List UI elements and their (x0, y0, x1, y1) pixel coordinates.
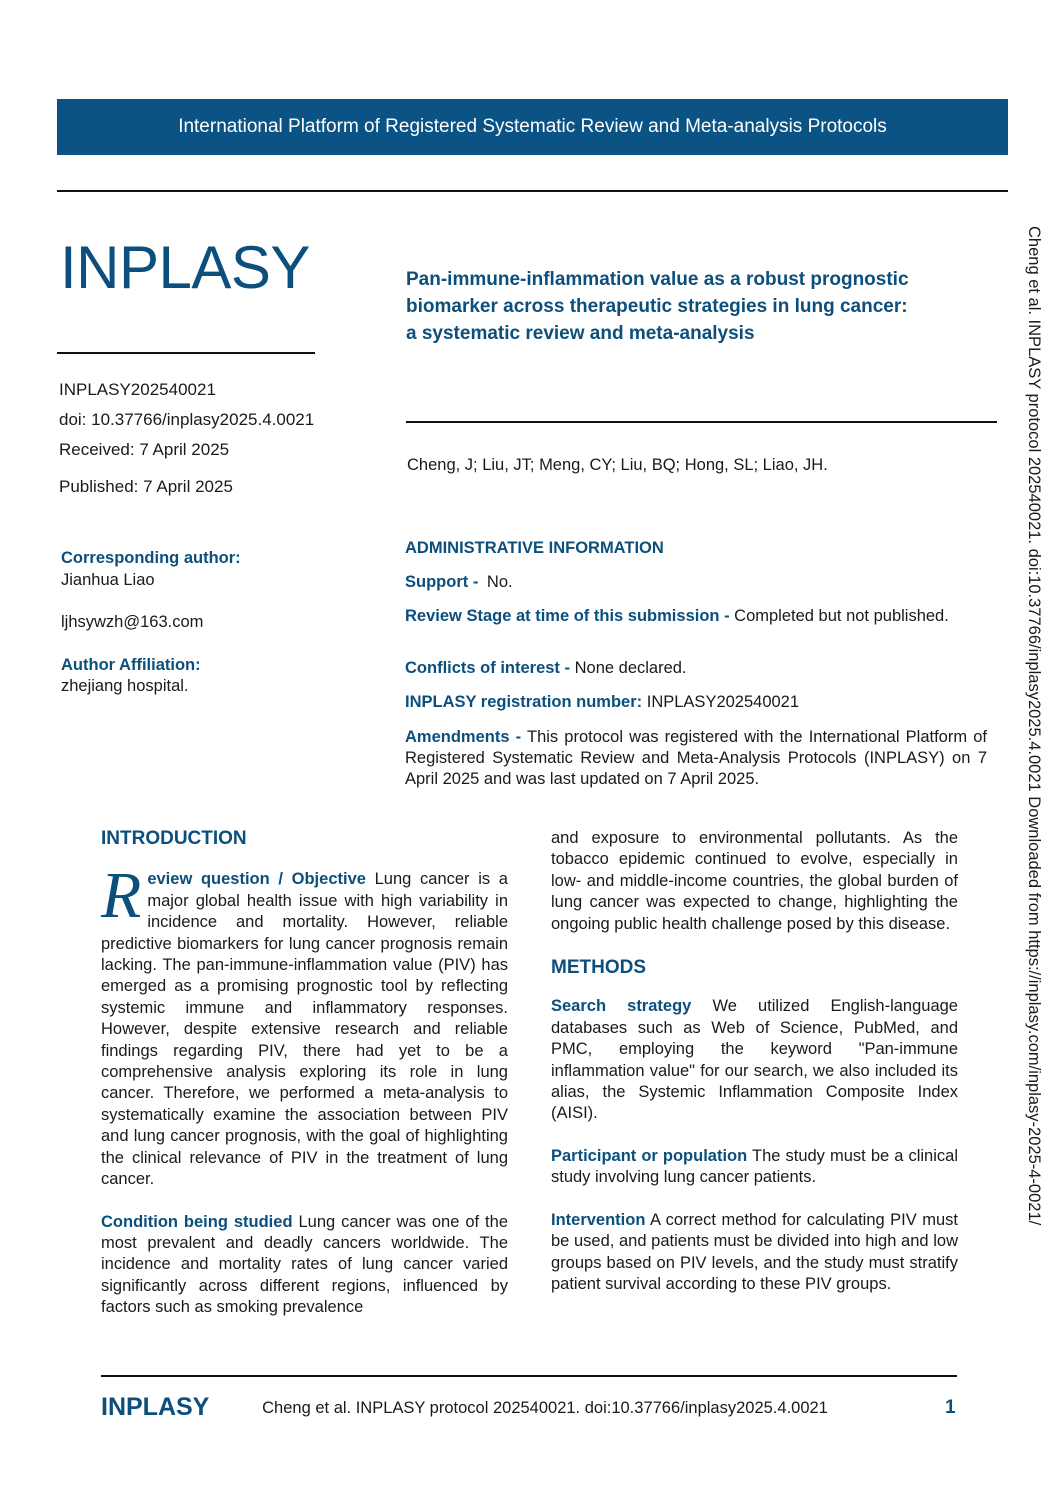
published-date: Published: 7 April 2025 (59, 477, 233, 496)
received-date: Received: 7 April 2025 (59, 440, 230, 459)
admin-heading: ADMINISTRATIVE INFORMATION (405, 539, 664, 557)
top-rule (57, 190, 1008, 192)
footer-rule (101, 1375, 957, 1377)
search-label: Search strategy (551, 997, 692, 1016)
footer-citation: Cheng et al. INPLASY protocol 202540021. doi:10.37766/inplasy2025.4.0021 (262, 1399, 828, 1417)
condition-continued: and exposure to environmental pollutants. As the tobacco epidemic continued to evolve, especially in low- and middle-income countries, the global burden of lung cancer was expected to change, highlighting the ongoing public health challenge posed by this disease. (551, 829, 958, 933)
admin-regnum (405, 692, 987, 713)
right-column (551, 828, 958, 1295)
admin-review-stage (405, 606, 987, 627)
intervention-paragraph (551, 1210, 958, 1296)
author-list: Cheng, J; Liu, JT; Meng, CY; Liu, BQ; Hong, SL; Liao, JH. (407, 456, 828, 474)
intervention-text: A correct method for calculating PIV must be used, and patients must be divided into high and low groups based on PIV levels, and the study must stratify patient survival according to these PIV groups. (551, 1210, 958, 1293)
admin-conflicts (405, 658, 987, 679)
population-text: The study must be a clinical study involving lung cancer patients. (551, 1146, 958, 1187)
title-rule (406, 421, 997, 423)
regnum-label: INPLASY registration number: (405, 693, 643, 711)
conflicts-value: None declared. (574, 659, 687, 677)
footer-brand: INPLASY (101, 1393, 210, 1421)
review-question-paragraph (101, 859, 508, 1190)
admin-amendments (405, 727, 987, 790)
intro-heading: INTRODUCTION (101, 828, 247, 849)
dropcap-letter: R (101, 859, 142, 933)
brand-logo-text: INPLASY (60, 234, 310, 301)
review-question-label: eview question / Objective (147, 870, 366, 889)
brand-rule (57, 352, 315, 354)
conflicts-label: Conflicts of interest - (405, 659, 571, 677)
corresponding-email: ljhsywzh@163.com (61, 613, 204, 631)
page-number: 1 (945, 1397, 956, 1418)
review-question-text: Lung cancer is a major global health issue with high variability in incidence and mortality. However, reliable predictive biomarkers for lung cancer prognosis remain lacking. The pan-immune-inflammation value (PIV) has emerged as a promising prognostic tool by reflecting systemic immune and inflammatory responses. However, despite extensive research and reliable findings regarding PIV, there had yet to be a comprehensive analysis exploring its role in lung cancer. Therefore, we performed a meta-analysis to systematically examine the association between PIV and lung cancer prognosis, with the goal of highlighting the clinical relevance of PIV in the treatment of lung cancer. (101, 870, 508, 1189)
affiliation-value: zhejiang hospital. (61, 677, 189, 695)
review-stage-value: Completed but not published. (734, 607, 949, 625)
vertical-citation: Cheng et al. INPLASY protocol 202540021. doi:10.37766/inplasy2025.4.0021 Downloaded from https://inplasy.com/inplasy-2025-4-0021/ (1025, 226, 1043, 1226)
search-paragraph (551, 996, 958, 1124)
corresponding-label: Corresponding author: (61, 549, 241, 567)
population-paragraph (551, 1146, 958, 1189)
title-line-1: Pan-immune-inflammation value as a robust prognostic (406, 269, 909, 290)
affiliation-label: Author Affiliation: (61, 656, 201, 674)
condition-text: Lung cancer was one of the most prevalent and deadly cancers worldwide. The incidence and mortality rates of lung cancer varied significantly across different regions, influenced by factors such as smoking prevalence (101, 1212, 508, 1317)
admin-support (405, 572, 987, 593)
title-line-3: a systematic review and meta-analysis (406, 323, 755, 344)
methods-heading: METHODS (551, 957, 646, 979)
header-banner (57, 99, 1008, 155)
intervention-label: Intervention (551, 1210, 646, 1229)
condition-label: Condition being studied (101, 1212, 293, 1231)
corresponding-name: Jianhua Liao (61, 571, 155, 589)
regnum-value: INPLASY202540021 (646, 693, 800, 711)
protocol-id: INPLASY202540021 (59, 380, 216, 399)
amendments-label: Amendments - (405, 728, 522, 746)
title-line-2: biomarker across therapeutic strategies in lung cancer: (406, 296, 908, 317)
condition-paragraph (101, 1212, 508, 1319)
banner-text: International Platform of Registered Systematic Review and Meta-analysis Protocols (178, 116, 887, 137)
support-label: Support - (405, 573, 479, 591)
support-value: No. (486, 573, 513, 591)
doi: doi: 10.37766/inplasy2025.4.0021 (59, 410, 315, 429)
review-stage-label: Review Stage at time of this submission - (405, 607, 730, 625)
search-text: We utilized English-language databases such as Web of Science, PubMed, and PMC, employing the keyword "Pan-immune inflammation value" for our search, we also included its alias, the Systemic Inflammation Composite Index (AISI). (551, 997, 958, 1123)
vertical-citation-strip (1025, 226, 1051, 1326)
population-label: Participant or population (551, 1146, 748, 1165)
left-column (101, 828, 508, 1319)
amendments-value: This protocol was registered with the International Platform of Registered Systematic Review and Meta-Analysis Protocols (INPLASY) on 7 April 2025 and was last updated on 7 April 2025. (405, 728, 987, 788)
article-title (406, 266, 996, 347)
